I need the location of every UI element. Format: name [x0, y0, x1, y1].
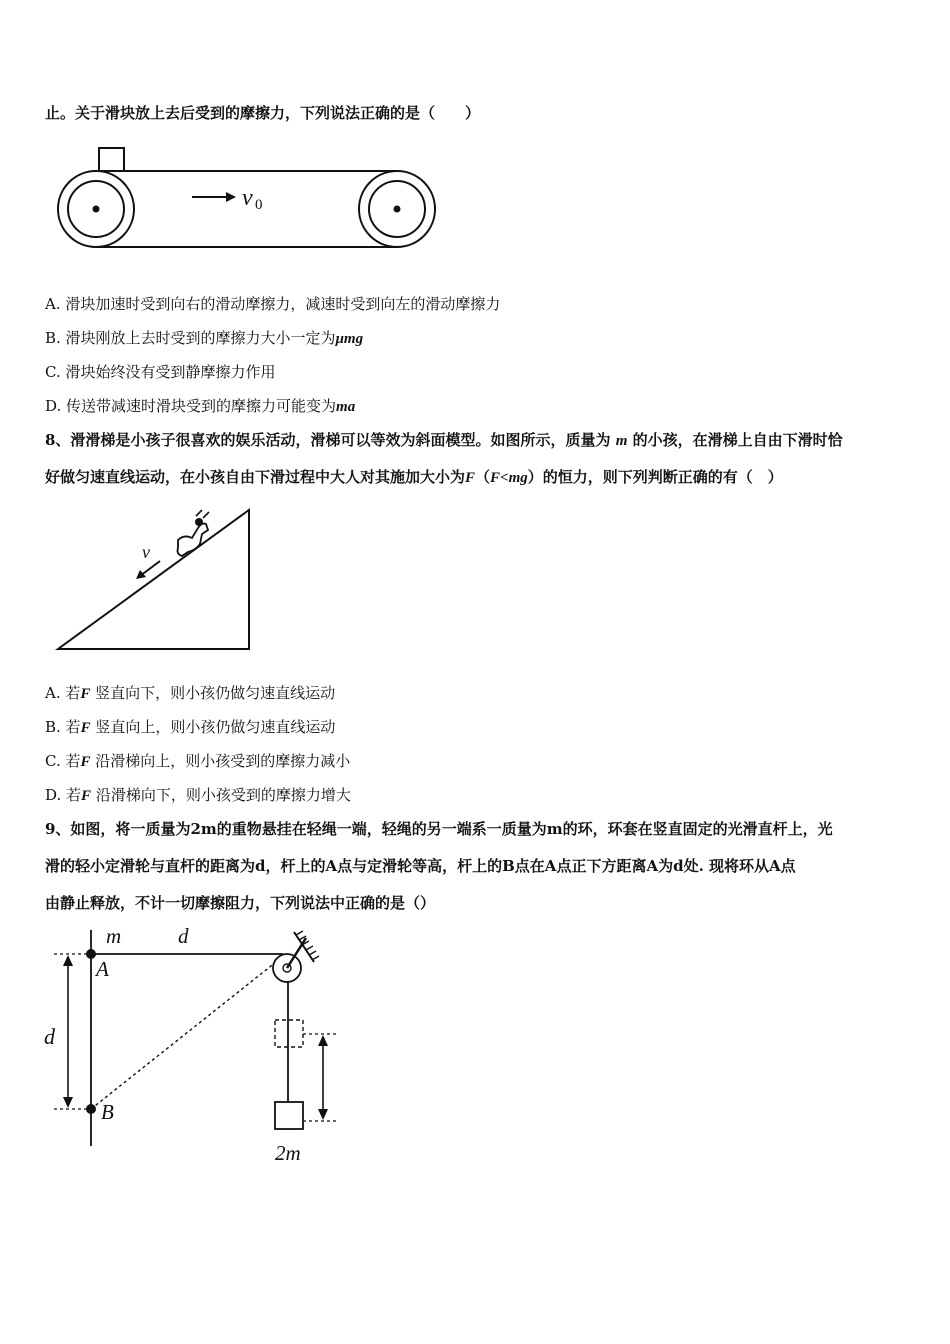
label-d-top: d: [178, 924, 189, 948]
label-m: m: [106, 924, 122, 948]
ceiling-hatch: [296, 931, 319, 960]
q7-option-d: [45, 395, 355, 416]
q8-option-c-post: 沿滑梯向上，则小孩受到的摩擦力减小: [95, 752, 351, 770]
q8-stem-line-1: [45, 429, 843, 450]
velocity-label: v: [242, 185, 253, 211]
q8-stem-2a: 好做匀速直线运动，在小孩自由下滑过程中大人对其施加大小为: [45, 468, 466, 486]
q8-option-c-var: F: [80, 754, 91, 770]
label-b: B: [101, 1100, 114, 1124]
q8-option-a: [45, 682, 335, 703]
q8-stem-2c: ）的恒力，则下列判断正确的有（ ）: [527, 468, 783, 486]
q8-option-d-pre: D. 若: [45, 786, 82, 804]
q8-option-a-pre: A. 若: [45, 684, 81, 702]
child-figure: [178, 510, 210, 556]
displacement-arrow-bottom: [318, 1109, 328, 1120]
displacement-arrow-top: [318, 1035, 328, 1046]
question-7-stem-tail: 止。关于滑块放上去后受到的摩擦力，下列说法正确的是（ ）: [45, 104, 481, 122]
velocity-arrowhead: [226, 192, 236, 202]
velocity-subscript: 0: [255, 197, 263, 213]
q8-stem-m: m: [615, 433, 628, 449]
left-axle: [93, 206, 100, 213]
q8-option-a-post: 竖直向下，则小孩仍做匀速直线运动: [95, 684, 336, 702]
slide-velocity-label: v: [142, 542, 150, 562]
q8-option-d: [45, 784, 351, 805]
q7-option-b-expr: μmg: [335, 331, 364, 347]
q8-stem-1b: 的小孩，在滑梯上自由下滑时恰: [632, 431, 843, 449]
d-arrow-bottom: [63, 1097, 73, 1108]
q7-option-a: A. 滑块加速时受到向右的滑动摩擦力，减速时受到向左的滑动摩擦力: [45, 295, 501, 313]
slide-incline: [58, 510, 249, 649]
q9-stem-line-3: 由静止释放，不计一切摩擦阻力，下列说法中正确的是（）: [45, 894, 436, 912]
label-d-left: d: [44, 1024, 55, 1049]
label-a: A: [96, 957, 109, 981]
pulley-figure: [40, 924, 370, 1169]
q8-option-c: [45, 750, 350, 771]
q8-stem-2b: （: [475, 468, 491, 486]
weight: [275, 1102, 303, 1129]
q7-option-c: C. 滑块始终没有受到静摩擦力作用: [45, 363, 276, 381]
q8-option-b: [45, 716, 335, 737]
q8-stem-line-2: [45, 466, 783, 487]
q7-option-b: [45, 327, 363, 348]
label-2m: 2m: [275, 1141, 301, 1165]
q7-option-d-expr: ma: [336, 399, 356, 415]
q8-option-b-post: 竖直向上，则小孩仍做匀速直线运动: [95, 718, 336, 736]
slide-figure: [56, 508, 256, 652]
q9-stem-line-1: 9、如图，将一质量为2m的重物悬挂在轻绳一端，轻绳的另一端系一质量为m的环，环套在竖直固定的光滑直杆上，光: [45, 820, 833, 838]
q9-stem-line-2: 滑的轻小定滑轮与直杆的距离为d，杆上的A点与定滑轮等高，杆上的B点在A点正下方距离A为d处. 现将环从A点: [45, 857, 796, 875]
block: [99, 148, 124, 171]
q8-option-d-post: 沿滑梯向下，则小孩受到的摩擦力增大: [95, 786, 351, 804]
q8-option-b-var: F: [80, 720, 91, 736]
q8-stem-1a: 8、滑滑梯是小孩子很喜欢的娱乐活动，滑梯可以等效为斜面模型。如图所示，质量为: [45, 431, 611, 449]
q7-option-b-text: B. 滑块刚放上去时受到的摩擦力大小一定为: [45, 329, 336, 347]
weight-initial-position: [275, 1020, 303, 1047]
q7-option-d-text: D. 传送带减速时滑块受到的摩擦力可能变为: [45, 397, 337, 415]
slide-velocity-arrowhead: [136, 570, 146, 579]
q8-option-d-var: F: [81, 788, 92, 804]
q8-option-c-pre: C. 若: [45, 752, 81, 770]
q8-option-b-pre: B. 若: [45, 718, 81, 736]
q8-stem-cond: F<mg: [490, 470, 528, 486]
q8-stem-F: F: [465, 470, 476, 486]
d-arrow-top: [63, 955, 73, 966]
dashed-rope: [91, 962, 276, 1109]
point-b: [86, 1104, 96, 1114]
point-a: [86, 949, 96, 959]
q8-option-a-var: F: [80, 686, 91, 702]
right-axle: [394, 206, 401, 213]
conveyor-belt-figure: [56, 146, 438, 248]
